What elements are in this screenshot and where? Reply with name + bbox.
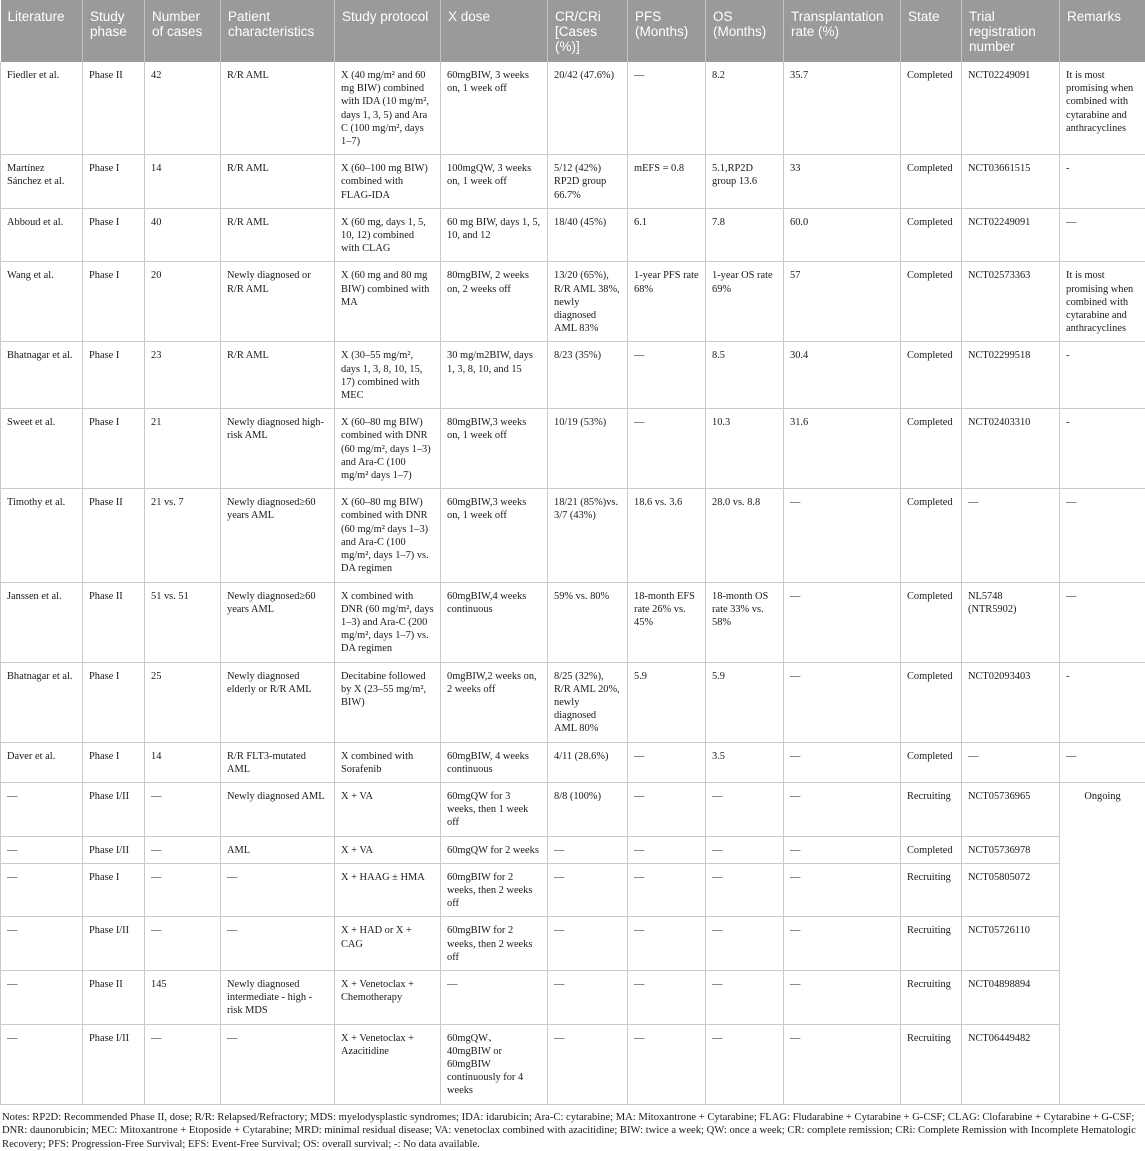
- cell-trial-registration-number: NCT05805072: [962, 863, 1060, 917]
- cell-number-of-cases: 21 vs. 7: [145, 489, 221, 582]
- table-row: [1, 836, 1145, 863]
- cell-state: Completed: [901, 155, 962, 209]
- header-remarks: Remarks: [1060, 0, 1145, 62]
- cell-state: Completed: [901, 342, 962, 409]
- cell-study-phase: Phase I/II: [83, 1024, 145, 1104]
- cell-trial-registration-number: NL5748 (NTR5902): [962, 582, 1060, 662]
- cell-literature: Wang et al.: [1, 262, 83, 342]
- cell-transplantation-rate: 60.0: [784, 208, 901, 262]
- cell-transplantation-rate: 31.6: [784, 409, 901, 489]
- cell-cr-cri: 8/25 (32%), R/R AML 20%, newly diagnosed AML 80%: [548, 662, 628, 742]
- cell-x-dose: 60mgBIW for 2 weeks, then 2 weeks off: [441, 917, 548, 971]
- cell-study-protocol: X (30–55 mg/m², days 1, 3, 8, 10, 15, 17) combined with MEC: [335, 342, 441, 409]
- cell-study-protocol: X (60 mg, days 1, 5, 10, 12) combined with CLAG: [335, 208, 441, 262]
- table-row: [1, 662, 1145, 742]
- cell-patient-characteristics: Newly diagnosed AML: [221, 782, 335, 836]
- cell-patient-characteristics: Newly diagnosed elderly or R/R AML: [221, 662, 335, 742]
- cell-remarks: -: [1060, 409, 1145, 489]
- cell-cr-cri: 4/11 (28.6%): [548, 742, 628, 782]
- cell-study-protocol: X (60–100 mg BIW) combined with FLAG-IDA: [335, 155, 441, 209]
- cell-x-dose: 60mgQW、40mgBIW or 60mgBIW continuously for 4 weeks: [441, 1024, 548, 1104]
- cell-number-of-cases: 14: [145, 742, 221, 782]
- header-x-dose: X dose: [441, 0, 548, 62]
- cell-patient-characteristics: R/R AML: [221, 62, 335, 155]
- cell-patient-characteristics: Newly diagnosed or R/R AML: [221, 262, 335, 342]
- cell-trial-registration-number: NCT02403310: [962, 409, 1060, 489]
- cell-remarks: -: [1060, 662, 1145, 742]
- cell-patient-characteristics: R/R AML: [221, 208, 335, 262]
- cell-remarks: -: [1060, 155, 1145, 209]
- cell-patient-characteristics: —: [221, 1024, 335, 1104]
- cell-study-protocol: X (60 mg and 80 mg BIW) combined with MA: [335, 262, 441, 342]
- cell-pfs: —: [628, 970, 706, 1024]
- cell-trial-registration-number: NCT02573363: [962, 262, 1060, 342]
- cell-state: Recruiting: [901, 782, 962, 836]
- table-row: [1, 489, 1145, 582]
- cell-pfs: 18-month EFS rate 26% vs. 45%: [628, 582, 706, 662]
- cell-study-protocol: Decitabine followed by X (23–55 mg/m², BIW): [335, 662, 441, 742]
- table-body: [1, 62, 1145, 1104]
- cell-number-of-cases: —: [145, 1024, 221, 1104]
- cell-remarks: —: [1060, 582, 1145, 662]
- cell-trial-registration-number: NCT02093403: [962, 662, 1060, 742]
- table-header: [1, 0, 1145, 62]
- cell-os: —: [706, 1024, 784, 1104]
- cell-os: —: [706, 836, 784, 863]
- cell-number-of-cases: 51 vs. 51: [145, 582, 221, 662]
- cell-patient-characteristics: Newly diagnosed high-risk AML: [221, 409, 335, 489]
- cell-number-of-cases: 25: [145, 662, 221, 742]
- cell-transplantation-rate: 35.7: [784, 62, 901, 155]
- cell-study-protocol: X + HAAG ± HMA: [335, 863, 441, 917]
- cell-state: Recruiting: [901, 970, 962, 1024]
- cell-literature: Janssen et al.: [1, 582, 83, 662]
- cell-study-phase: Phase I/II: [83, 836, 145, 863]
- cell-transplantation-rate: —: [784, 970, 901, 1024]
- cell-cr-cri: —: [548, 836, 628, 863]
- cell-number-of-cases: 145: [145, 970, 221, 1024]
- cell-study-phase: Phase I: [83, 863, 145, 917]
- cell-trial-registration-number: NCT03661515: [962, 155, 1060, 209]
- cell-trial-registration-number: NCT05736978: [962, 836, 1060, 863]
- table-row: [1, 1024, 1145, 1104]
- cell-x-dose: 60mgQW for 2 weeks: [441, 836, 548, 863]
- cell-os: 28.0 vs. 8.8: [706, 489, 784, 582]
- cell-literature: Martínez Sánchez et al.: [1, 155, 83, 209]
- cell-study-phase: Phase I: [83, 155, 145, 209]
- cell-cr-cri: 59% vs. 80%: [548, 582, 628, 662]
- cell-pfs: —: [628, 836, 706, 863]
- cell-literature: Bhatnagar et al.: [1, 662, 83, 742]
- cell-os: 8.5: [706, 342, 784, 409]
- cell-number-of-cases: —: [145, 863, 221, 917]
- cell-number-of-cases: —: [145, 917, 221, 971]
- table-row: [1, 409, 1145, 489]
- cell-study-protocol: X + VA: [335, 782, 441, 836]
- cell-study-phase: Phase I: [83, 342, 145, 409]
- cell-transplantation-rate: 30.4: [784, 342, 901, 409]
- table-row: [1, 62, 1145, 155]
- cell-state: Completed: [901, 208, 962, 262]
- cell-study-protocol: X (40 mg/m² and 60 mg BIW) combined with IDA (10 mg/m², days 1, 3, 5) and Ara C (100 mg/m², days 1–7): [335, 62, 441, 155]
- cell-cr-cri: 20/42 (47.6%): [548, 62, 628, 155]
- cell-study-protocol: X + HAD or X + CAG: [335, 917, 441, 971]
- cell-trial-registration-number: —: [962, 742, 1060, 782]
- cell-patient-characteristics: R/R AML: [221, 155, 335, 209]
- cell-x-dose: 80mgBIW,3 weeks on, 1 week off: [441, 409, 548, 489]
- cell-x-dose: 60mgBIW,4 weeks continuous: [441, 582, 548, 662]
- cell-study-protocol: X + Venetoclax + Chemotherapy: [335, 970, 441, 1024]
- table-row: [1, 970, 1145, 1024]
- cell-patient-characteristics: R/R FLT3-mutated AML: [221, 742, 335, 782]
- header-transplantation-rate: Transplantation rate (%): [784, 0, 901, 62]
- cell-literature: Bhatnagar et al.: [1, 342, 83, 409]
- cell-x-dose: 80mgBIW, 2 weeks on, 2 weeks off: [441, 262, 548, 342]
- cell-remarks: It is most promising when combined with cytarabine and anthracyclines: [1060, 262, 1145, 342]
- header-row: [1, 0, 1145, 62]
- cell-trial-registration-number: NCT02249091: [962, 62, 1060, 155]
- cell-x-dose: 60mgQW for 3 weeks, then 1 week off: [441, 782, 548, 836]
- cell-literature: —: [1, 970, 83, 1024]
- cell-study-phase: Phase I: [83, 662, 145, 742]
- cell-number-of-cases: 20: [145, 262, 221, 342]
- cell-number-of-cases: 40: [145, 208, 221, 262]
- cell-pfs: —: [628, 62, 706, 155]
- cell-state: Recruiting: [901, 1024, 962, 1104]
- cell-transplantation-rate: —: [784, 836, 901, 863]
- cell-literature: Abboud et al.: [1, 208, 83, 262]
- cell-number-of-cases: 14: [145, 155, 221, 209]
- cell-state: Completed: [901, 62, 962, 155]
- header-study-phase: Study phase: [83, 0, 145, 62]
- cell-literature: —: [1, 782, 83, 836]
- cell-patient-characteristics: Newly diagnosed intermediate - high - risk MDS: [221, 970, 335, 1024]
- cell-pfs: —: [628, 409, 706, 489]
- cell-pfs: —: [628, 1024, 706, 1104]
- cell-remarks: —: [1060, 742, 1145, 782]
- cell-remarks: -: [1060, 342, 1145, 409]
- cell-patient-characteristics: R/R AML: [221, 342, 335, 409]
- cell-x-dose: 60mgBIW, 4 weeks continuous: [441, 742, 548, 782]
- cell-transplantation-rate: —: [784, 917, 901, 971]
- table-row: [1, 782, 1145, 836]
- cell-os: 5.9: [706, 662, 784, 742]
- cell-number-of-cases: 23: [145, 342, 221, 409]
- header-state: State: [901, 0, 962, 62]
- cell-remarks: —: [1060, 208, 1145, 262]
- cell-transplantation-rate: —: [784, 489, 901, 582]
- cell-x-dose: 60mgBIW, 3 weeks on, 1 week off: [441, 62, 548, 155]
- cell-pfs: —: [628, 917, 706, 971]
- cell-patient-characteristics: —: [221, 863, 335, 917]
- cell-transplantation-rate: 33: [784, 155, 901, 209]
- cell-state: Completed: [901, 836, 962, 863]
- cell-patient-characteristics: —: [221, 917, 335, 971]
- cell-study-protocol: X combined with DNR (60 mg/m², days 1–3) and Ara-C (200 mg/m², days 1–7) vs. DA regimen: [335, 582, 441, 662]
- cell-pfs: —: [628, 342, 706, 409]
- header-patient-characteristics: Patient characteristics: [221, 0, 335, 62]
- cell-state: Completed: [901, 662, 962, 742]
- cell-number-of-cases: 21: [145, 409, 221, 489]
- cell-x-dose: 100mgQW, 3 weeks on, 1 week off: [441, 155, 548, 209]
- cell-study-protocol: X (60–80 mg BIW) combined with DNR (60 mg/m² days 1–3) and Ara-C (100 mg/m², days 1–7) vs. DA regimen: [335, 489, 441, 582]
- cell-transplantation-rate: —: [784, 742, 901, 782]
- table-row: [1, 917, 1145, 971]
- table-row: [1, 742, 1145, 782]
- header-study-protocol: Study protocol: [335, 0, 441, 62]
- cell-study-phase: Phase I/II: [83, 917, 145, 971]
- table-row: [1, 262, 1145, 342]
- cell-literature: —: [1, 836, 83, 863]
- cell-x-dose: 30 mg/m2BIW, days 1, 3, 8, 10, and 15: [441, 342, 548, 409]
- cell-x-dose: —: [441, 970, 548, 1024]
- cell-trial-registration-number: NCT02249091: [962, 208, 1060, 262]
- cell-os: —: [706, 863, 784, 917]
- cell-cr-cri: 18/21 (85%)vs. 3/7 (43%): [548, 489, 628, 582]
- cell-patient-characteristics: AML: [221, 836, 335, 863]
- cell-number-of-cases: 42: [145, 62, 221, 155]
- cell-pfs: 18.6 vs. 3.6: [628, 489, 706, 582]
- cell-os: 7.8: [706, 208, 784, 262]
- cell-os: —: [706, 782, 784, 836]
- cell-os: 3.5: [706, 742, 784, 782]
- cell-literature: Fiedler et al.: [1, 62, 83, 155]
- cell-literature: —: [1, 863, 83, 917]
- cell-os: 1-year OS rate 69%: [706, 262, 784, 342]
- cell-os: 10.3: [706, 409, 784, 489]
- cell-literature: —: [1, 917, 83, 971]
- table-row: [1, 155, 1145, 209]
- cell-study-phase: Phase I: [83, 208, 145, 262]
- cell-pfs: 5.9: [628, 662, 706, 742]
- table-row: [1, 342, 1145, 409]
- cell-literature: —: [1, 1024, 83, 1104]
- cell-trial-registration-number: NCT02299518: [962, 342, 1060, 409]
- cell-transplantation-rate: 57: [784, 262, 901, 342]
- cell-cr-cri: 5/12 (42%) RP2D group 66.7%: [548, 155, 628, 209]
- cell-x-dose: 0mgBIW,2 weeks on, 2 weeks off: [441, 662, 548, 742]
- cell-remarks: Ongoing: [1060, 782, 1145, 1104]
- cell-study-phase: Phase I: [83, 742, 145, 782]
- cell-literature: Timothy et al.: [1, 489, 83, 582]
- cell-pfs: —: [628, 782, 706, 836]
- cell-study-phase: Phase II: [83, 62, 145, 155]
- cell-trial-registration-number: NCT04898894: [962, 970, 1060, 1024]
- cell-cr-cri: 18/40 (45%): [548, 208, 628, 262]
- cell-cr-cri: —: [548, 970, 628, 1024]
- cell-study-phase: Phase I: [83, 409, 145, 489]
- cell-os: 5.1,RP2D group 13.6: [706, 155, 784, 209]
- cell-remarks: —: [1060, 489, 1145, 582]
- cell-number-of-cases: —: [145, 836, 221, 863]
- cell-state: Completed: [901, 262, 962, 342]
- cell-transplantation-rate: —: [784, 782, 901, 836]
- cell-pfs: mEFS = 0.8: [628, 155, 706, 209]
- cell-study-phase: Phase II: [83, 489, 145, 582]
- cell-study-phase: Phase II: [83, 582, 145, 662]
- cell-trial-registration-number: NCT05726110: [962, 917, 1060, 971]
- cell-pfs: —: [628, 863, 706, 917]
- table-row: [1, 582, 1145, 662]
- table-row: [1, 863, 1145, 917]
- header-os: OS (Months): [706, 0, 784, 62]
- cell-state: Completed: [901, 489, 962, 582]
- cell-pfs: 6.1: [628, 208, 706, 262]
- cell-cr-cri: —: [548, 917, 628, 971]
- cell-transplantation-rate: —: [784, 863, 901, 917]
- cell-study-protocol: X + VA: [335, 836, 441, 863]
- cell-patient-characteristics: Newly diagnosed≥60 years AML: [221, 582, 335, 662]
- header-number-of-cases: Number of cases: [145, 0, 221, 62]
- cell-cr-cri: 8/23 (35%): [548, 342, 628, 409]
- cell-transplantation-rate: —: [784, 1024, 901, 1104]
- cell-study-protocol: X + Venetoclax + Azacitidine: [335, 1024, 441, 1104]
- cell-study-phase: Phase I/II: [83, 782, 145, 836]
- header-cr-cri: CR/CRi [Cases (%)]: [548, 0, 628, 62]
- cell-pfs: —: [628, 742, 706, 782]
- cell-os: —: [706, 970, 784, 1024]
- cell-number-of-cases: —: [145, 782, 221, 836]
- cell-study-protocol: X (60–80 mg BIW) combined with DNR (60 mg/m², days 1–3) and Ara-C (100 mg/m² days 1–7): [335, 409, 441, 489]
- cell-cr-cri: 13/20 (65%), R/R AML 38%, newly diagnosed AML 83%: [548, 262, 628, 342]
- cell-os: 8.2: [706, 62, 784, 155]
- cell-literature: Sweet et al.: [1, 409, 83, 489]
- cell-literature: Daver et al.: [1, 742, 83, 782]
- cell-pfs: 1-year PFS rate 68%: [628, 262, 706, 342]
- cell-trial-registration-number: —: [962, 489, 1060, 582]
- cell-state: Completed: [901, 582, 962, 662]
- cell-transplantation-rate: —: [784, 662, 901, 742]
- cell-cr-cri: 8/8 (100%): [548, 782, 628, 836]
- cell-trial-registration-number: NCT05736965: [962, 782, 1060, 836]
- cell-state: Completed: [901, 409, 962, 489]
- cell-study-phase: Phase I: [83, 262, 145, 342]
- table-notes: Notes: RP2D: Recommended Phase II, dose; R/R: Relapsed/Refractory; MDS: myelodysplastic syndromes; IDA: idarubicin; Ara-C: cytarabine; MA: Mitoxantrone + Cytarabine; FLAG: Fludarabine + Cytarabine + G-CSF; CLAG: Clofarabine + Cytarabine + G-CSF; DNR: daunorubicin; MEC: Mitoxantrone + Etoposide + Cytarabine; MRD: minimal residual disease; VA: venetoclax combined with azacitidine; BIW: twice a week; QW: once a week; CR: complete remission; CRi: Complete Remission with Incomplete Hematologic Recovery; PFS: Progression-Free Survival; EFS: Event-Free Survival; OS: overall survival; -: No data available.: [0, 1105, 1145, 1151]
- cell-cr-cri: —: [548, 1024, 628, 1104]
- cell-os: 18-month OS rate 33% vs. 58%: [706, 582, 784, 662]
- header-pfs: PFS (Months): [628, 0, 706, 62]
- table-row: [1, 208, 1145, 262]
- header-literature: Literature: [1, 0, 83, 62]
- cell-x-dose: 60 mg BIW, days 1, 5, 10, and 12: [441, 208, 548, 262]
- cell-patient-characteristics: Newly diagnosed≥60 years AML: [221, 489, 335, 582]
- cell-trial-registration-number: NCT06449482: [962, 1024, 1060, 1104]
- cell-study-phase: Phase II: [83, 970, 145, 1024]
- cell-cr-cri: —: [548, 863, 628, 917]
- cell-remarks: It is most promising when combined with cytarabine and anthracyclines: [1060, 62, 1145, 155]
- cell-x-dose: 60mgBIW,3 weeks on, 1 week off: [441, 489, 548, 582]
- cell-x-dose: 60mgBIW for 2 weeks, then 2 weeks off: [441, 863, 548, 917]
- cell-state: Completed: [901, 742, 962, 782]
- cell-study-protocol: X combined with Sorafenib: [335, 742, 441, 782]
- cell-cr-cri: 10/19 (53%): [548, 409, 628, 489]
- cell-transplantation-rate: —: [784, 582, 901, 662]
- cell-os: —: [706, 917, 784, 971]
- cell-state: Recruiting: [901, 917, 962, 971]
- cell-state: Recruiting: [901, 863, 962, 917]
- header-trial-registration-number: Trial registration number: [962, 0, 1060, 62]
